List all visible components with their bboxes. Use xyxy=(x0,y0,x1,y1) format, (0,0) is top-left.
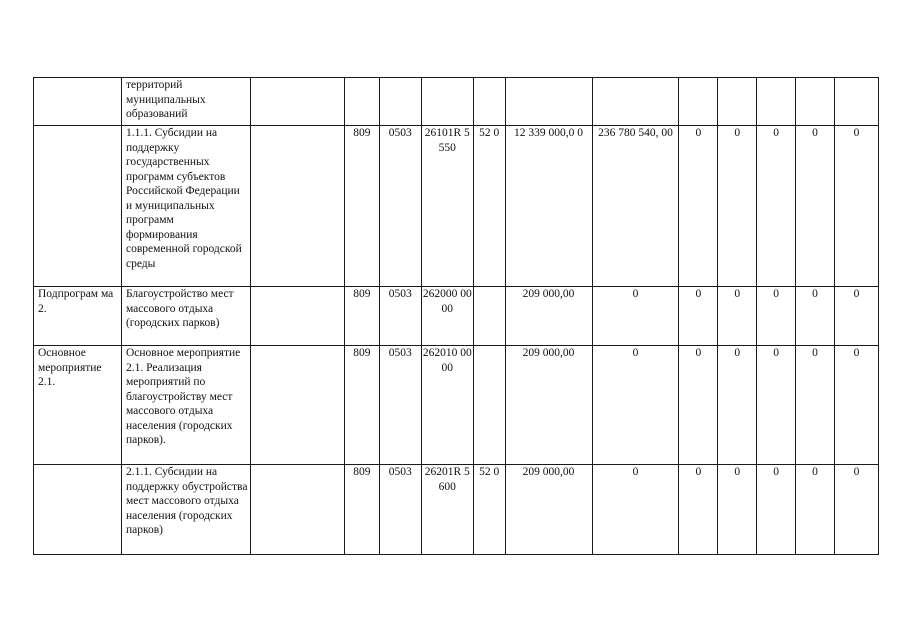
amount-cell: 0 xyxy=(834,346,878,465)
csr-cell: 262010 0000 xyxy=(421,346,473,465)
rzpr-cell: 0503 xyxy=(379,287,421,346)
vr-cell xyxy=(473,346,505,465)
amount-cell: 236 780 540, 00 xyxy=(592,126,679,287)
grbs-cell: 809 xyxy=(344,346,379,465)
name-cell: 1.1.1. Субсидии на поддержку государственных программ субъектов Российской Федерации и муниципальных программ формирования современной городской среды xyxy=(121,126,250,287)
status-cell xyxy=(34,126,122,287)
amount-cell: 209 000,00 xyxy=(505,346,592,465)
vr-cell xyxy=(473,78,505,126)
amount-cell xyxy=(757,78,796,126)
csr-cell: 26101R 5550 xyxy=(421,126,473,287)
amount-cell xyxy=(592,78,679,126)
executor-cell xyxy=(250,78,344,126)
name-cell: Основное мероприятие 2.1. Реализация мероприятий по благоустройству мест массового отдыха населения (городских парков). xyxy=(121,346,250,465)
amount-cell: 0 xyxy=(592,346,679,465)
budget-table xyxy=(33,77,879,555)
grbs-cell: 809 xyxy=(344,126,379,287)
executor-cell xyxy=(250,287,344,346)
grbs-cell xyxy=(344,78,379,126)
table-row xyxy=(34,287,879,346)
amount-cell: 12 339 000,0 0 xyxy=(505,126,592,287)
csr-cell: 26201R 5600 xyxy=(421,465,473,555)
grbs-cell: 809 xyxy=(344,287,379,346)
executor-cell xyxy=(250,465,344,555)
amount-cell: 0 xyxy=(679,346,718,465)
status-cell xyxy=(34,78,122,126)
rzpr-cell: 0503 xyxy=(379,346,421,465)
amount-cell: 0 xyxy=(834,465,878,555)
amount-cell: 0 xyxy=(679,287,718,346)
amount-cell: 0 xyxy=(757,346,796,465)
table-row xyxy=(34,465,879,555)
amount-cell: 0 xyxy=(796,346,835,465)
rzpr-cell: 0503 xyxy=(379,126,421,287)
rzpr-cell xyxy=(379,78,421,126)
amount-cell: 0 xyxy=(592,465,679,555)
amount-cell: 209 000,00 xyxy=(505,465,592,555)
grbs-cell: 809 xyxy=(344,465,379,555)
name-cell: 2.1.1. Субсидии на поддержку обустройства мест массового отдыха населения (городских парков) xyxy=(121,465,250,555)
amount-cell xyxy=(679,78,718,126)
amount-cell: 0 xyxy=(796,465,835,555)
csr-cell: 262000 0000 xyxy=(421,287,473,346)
amount-cell: 0 xyxy=(718,287,757,346)
amount-cell xyxy=(718,78,757,126)
name-cell: территорий муниципальных образований xyxy=(121,78,250,126)
amount-cell: 0 xyxy=(592,287,679,346)
amount-cell xyxy=(796,78,835,126)
amount-cell xyxy=(505,78,592,126)
amount-cell: 0 xyxy=(718,465,757,555)
amount-cell: 0 xyxy=(757,465,796,555)
amount-cell: 0 xyxy=(679,126,718,287)
amount-cell: 0 xyxy=(796,287,835,346)
amount-cell: 0 xyxy=(757,126,796,287)
amount-cell xyxy=(834,78,878,126)
vr-cell xyxy=(473,287,505,346)
table-row xyxy=(34,126,879,287)
amount-cell: 0 xyxy=(679,465,718,555)
amount-cell: 209 000,00 xyxy=(505,287,592,346)
executor-cell xyxy=(250,346,344,465)
name-cell: Благоустройство мест массового отдыха (городских парков) xyxy=(121,287,250,346)
status-cell xyxy=(34,465,122,555)
executor-cell xyxy=(250,126,344,287)
status-cell: Основное мероприятие 2.1. xyxy=(34,346,122,465)
amount-cell: 0 xyxy=(834,287,878,346)
table-row xyxy=(34,78,879,126)
table-row xyxy=(34,346,879,465)
amount-cell: 0 xyxy=(757,287,796,346)
vr-cell: 52 0 xyxy=(473,465,505,555)
amount-cell: 0 xyxy=(796,126,835,287)
amount-cell: 0 xyxy=(718,346,757,465)
rzpr-cell: 0503 xyxy=(379,465,421,555)
status-cell: Подпрограм ма 2. xyxy=(34,287,122,346)
amount-cell: 0 xyxy=(718,126,757,287)
vr-cell: 52 0 xyxy=(473,126,505,287)
amount-cell: 0 xyxy=(834,126,878,287)
csr-cell xyxy=(421,78,473,126)
